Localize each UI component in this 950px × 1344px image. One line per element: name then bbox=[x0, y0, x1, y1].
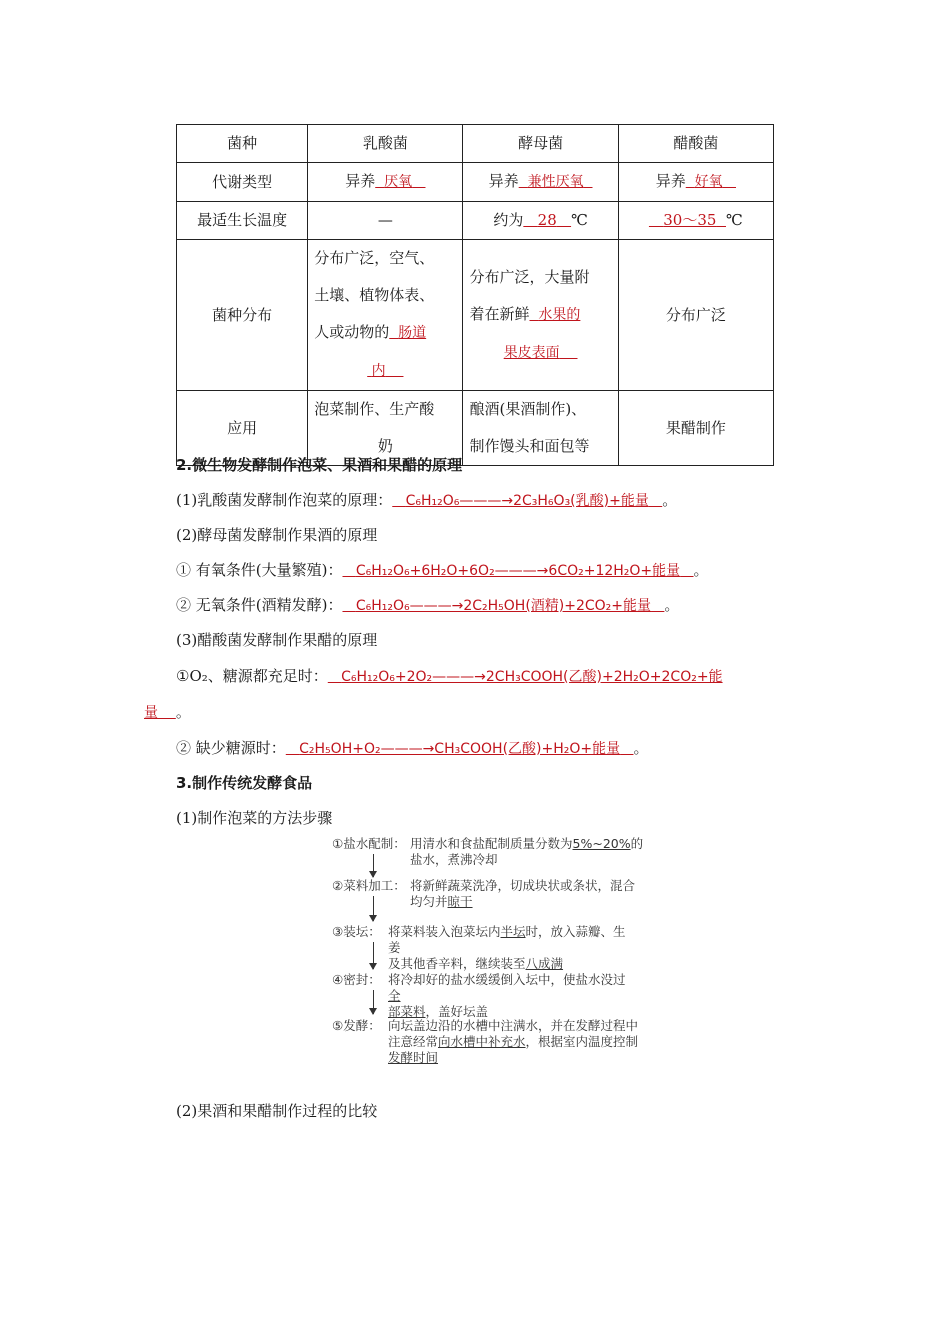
header-yeast: 酵母菌 bbox=[463, 125, 618, 163]
flow-arrow bbox=[373, 896, 374, 921]
principle-yeast-anaerobic: ② 无氧条件(酒精发酵)： C₆H₁₂O₆———→2C₂H₅OH(酒精)+2CO₂+能量 。 bbox=[176, 596, 680, 614]
answer-text: C₆H₁₂O₆———→2C₃H₆O₃(乳酸)+能量 bbox=[405, 493, 649, 509]
section-3-title: 3.制作传统发酵食品 bbox=[176, 774, 313, 792]
cell-temperature-yeast: 约为 28 ℃ bbox=[463, 202, 618, 240]
bacteria-comparison-table bbox=[176, 124, 774, 466]
answer-text: 厌氧 bbox=[384, 174, 413, 190]
answer-text: C₂H₅OH+O₂———→CH₃COOH(乙酸)+H₂O+能量 bbox=[299, 741, 621, 757]
table-row bbox=[177, 202, 774, 240]
cell-metabolism-lactic: 异养 厌氧 bbox=[308, 163, 463, 202]
header-lactic: 乳酸菌 bbox=[308, 125, 463, 163]
answer-text: 肠道 bbox=[398, 325, 427, 341]
table-row bbox=[177, 163, 774, 202]
answer-text: 兼性厌氧 bbox=[527, 174, 584, 190]
principle-lactic: (1)乳酸菌发酵制作泡菜的原理： C₆H₁₂O₆———→2C₃H₆O₃(乳酸)+能量 。 bbox=[176, 491, 678, 509]
answer-text: 好氧 bbox=[694, 174, 723, 190]
answer-text: C₆H₁₂O₆+2O₂———→2CH₃COOH(乙酸)+2H₂O+2CO₂+能 bbox=[341, 669, 723, 685]
cell-temperature-acetic: 30～35 ℃ bbox=[618, 202, 773, 240]
principle-yeast-aerobic: ① 有氧条件(大量繁殖)： C₆H₁₂O₆+6H₂O+6O₂———→6CO₂+12H₂O+能量 。 bbox=[176, 561, 709, 579]
flow-arrow bbox=[373, 942, 374, 969]
cell-temperature-lactic: — bbox=[308, 202, 463, 240]
cell-application-yeast: 酿酒(果酒制作)、 制作馒头和面包等 bbox=[463, 391, 618, 466]
pickle-steps-diagram: ①盐水配制： 用清水和食盐配制质量分数为5%~20%的 盐水，煮沸冷却 ②菜料加工： 将新鲜蔬菜洗净，切成块状或条状，混合 均匀并晾干 ③装坛： 将菜料装入泡菜坛内半坛时，放入蒜瓣、生姜 及其他香辛料，继续装至八成满 ④密封： 将冷却好的盐水缓缓倒入坛中，使盐水没过全 部菜料，盖好坛盖 ⑤发酵： 向坛盖边沿的水槽中注满水，并在发酵过程中 注意经常向水槽中补充水，根据室内温度控制 发酵时间 bbox=[332, 836, 644, 1065]
flow-arrow bbox=[373, 854, 374, 877]
answer-text: 内 bbox=[371, 363, 386, 379]
answer-text: 28 bbox=[537, 211, 557, 229]
header-acetic: 醋酸菌 bbox=[618, 125, 773, 163]
principle-yeast-title: (2)酵母菌发酵制作果酒的原理 bbox=[176, 526, 378, 544]
answer-text: 30～35 bbox=[663, 211, 717, 229]
cell-distribution-yeast: 分布广泛，大量附 着在新鲜 水果的 果皮表面 bbox=[463, 240, 618, 391]
header-species: 菌种 bbox=[177, 125, 308, 163]
principle-acetic-sufficient-cont: 量 。 bbox=[144, 703, 191, 721]
flow-arrow bbox=[373, 990, 374, 1014]
principle-acetic-lacking: ② 缺少糖源时： C₂H₅OH+O₂———→CH₃COOH(乙酸)+H₂O+能量 。 bbox=[176, 739, 649, 757]
answer-text: C₆H₁₂O₆+6H₂O+6O₂———→6CO₂+12H₂O+能量 bbox=[355, 563, 681, 579]
row-label-application: 应用 bbox=[177, 391, 308, 466]
row-label-temperature: 最适生长温度 bbox=[177, 202, 308, 240]
section-2-title: 2.微生物发酵制作泡菜、果酒和果醋的原理 bbox=[176, 456, 463, 474]
answer-text: 果皮表面 bbox=[503, 344, 560, 361]
row-label-distribution: 菌种分布 bbox=[177, 240, 308, 391]
cell-metabolism-acetic: 异养 好氧 bbox=[618, 163, 773, 202]
answer-text: 量 bbox=[144, 705, 158, 721]
section-3-sub1: (1)制作泡菜的方法步骤 bbox=[176, 809, 333, 827]
cell-application-acetic: 果醋制作 bbox=[618, 391, 773, 466]
cell-metabolism-yeast: 异养 兼性厌氧 bbox=[463, 163, 618, 202]
answer-text: C₆H₁₂O₆———→2C₂H₅OH(酒精)+2CO₂+能量 bbox=[355, 598, 652, 614]
row-label-metabolism: 代谢类型 bbox=[177, 163, 308, 202]
cell-distribution-lactic: 分布广泛，空气、 土壤、植物体表、 人或动物的 肠道 内 bbox=[308, 240, 463, 391]
table-header-row bbox=[177, 125, 774, 163]
table-row bbox=[177, 240, 774, 391]
answer-text: 水果的 bbox=[538, 306, 581, 323]
cell-distribution-acetic: 分布广泛 bbox=[618, 240, 773, 391]
section-3-sub2: (2)果酒和果醋制作过程的比较 bbox=[176, 1102, 378, 1120]
principle-acetic-title: (3)醋酸菌发酵制作果醋的原理 bbox=[176, 631, 378, 649]
principle-acetic-sufficient: ①O₂、糖源都充足时： C₆H₁₂O₆+2O₂———→2CH₃COOH(乙酸)+2H₂O+2CO₂+能 bbox=[176, 667, 723, 685]
cell-application-lactic: 泡菜制作、生产酸 奶 bbox=[308, 391, 463, 466]
